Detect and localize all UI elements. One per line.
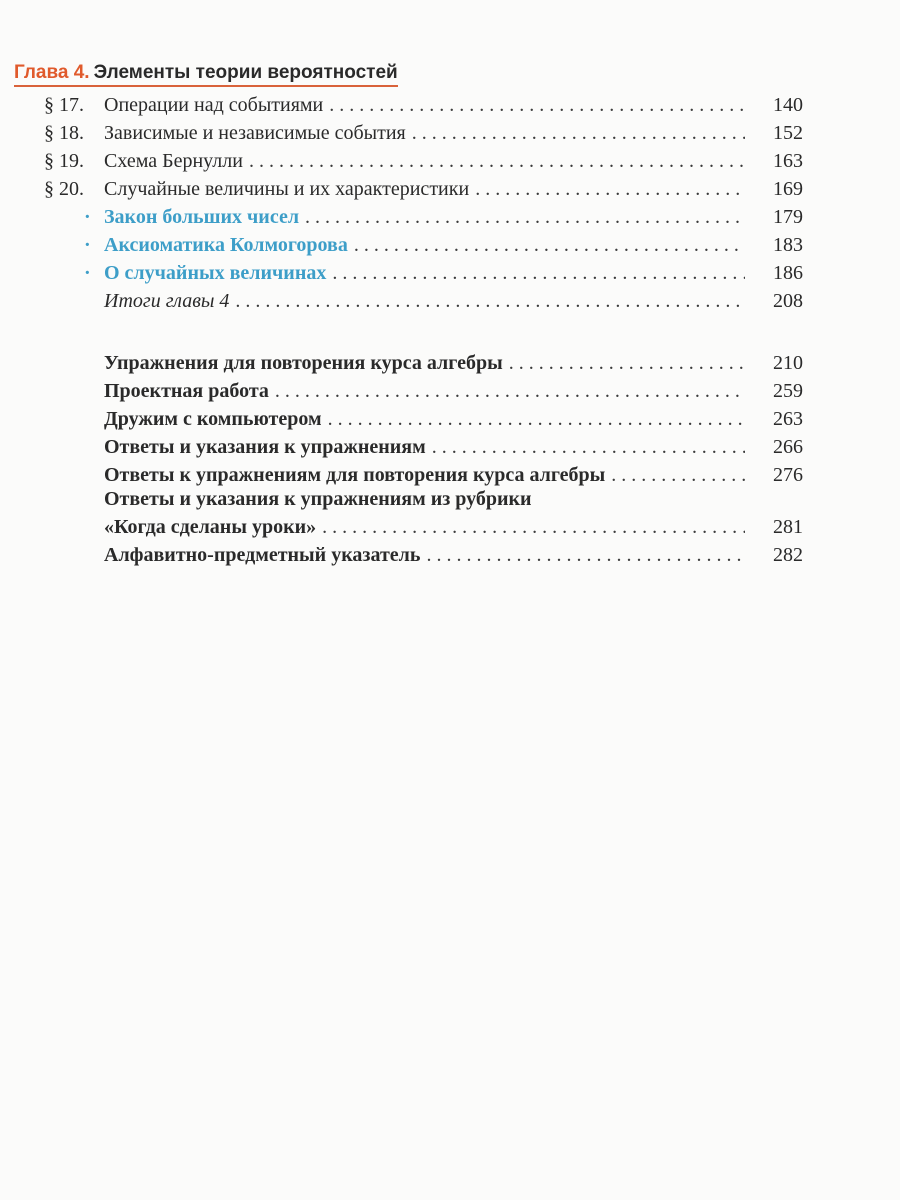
chapter-heading	[14, 62, 398, 87]
leader-dots	[329, 94, 745, 117]
extra-title: Аксиоматика Колмогорова	[104, 234, 348, 256]
section-number: § 17.	[44, 94, 84, 116]
page-number: 266	[773, 436, 803, 458]
page-number: 210	[773, 352, 803, 374]
appendix-title: Проектная работа	[104, 380, 269, 402]
page-number: 276	[773, 464, 803, 486]
page-number: 263	[773, 408, 803, 430]
toc-answers-rubric[interactable]	[0, 516, 803, 544]
bullet-icon: ·	[84, 206, 91, 228]
leader-dots	[354, 234, 745, 257]
appendix-title: Дружим с компьютером	[104, 408, 322, 430]
leader-dots	[432, 436, 745, 459]
toc-subject-index[interactable]	[0, 544, 803, 572]
bullet-icon: ·	[84, 234, 91, 256]
toc-answers-rubric-line1[interactable]: Ответы и указания к упражнениям из рубрики	[104, 488, 532, 510]
appendix-title: Ответы к упражнениям для повторения курса алгебры	[104, 464, 606, 486]
toc-section-20[interactable]	[0, 178, 803, 206]
leader-dots	[475, 178, 745, 201]
page-number: 140	[773, 94, 803, 116]
leader-dots	[275, 380, 745, 403]
toc-chapter-summary[interactable]	[0, 290, 803, 318]
toc-extra-kolmogorov-axioms[interactable]	[0, 234, 803, 262]
leader-dots	[332, 262, 745, 285]
page-number: 152	[773, 122, 803, 144]
leader-dots	[249, 150, 745, 173]
leader-dots	[322, 516, 745, 539]
appendix-title: Упражнения для повторения курса алгебры	[104, 352, 503, 374]
page-number: 179	[773, 206, 803, 228]
toc-appendix-project-work[interactable]	[0, 380, 803, 408]
bullet-icon: ·	[84, 262, 91, 284]
toc-extra-random-variables[interactable]	[0, 262, 803, 290]
chapter-title: Элементы теории вероятностей	[93, 62, 398, 83]
toc-extra-law-of-large-numbers[interactable]	[0, 206, 803, 234]
page-number: 208	[773, 290, 803, 312]
section-title: Схема Бернулли	[104, 150, 243, 172]
leader-dots	[509, 352, 745, 375]
page-number: 183	[773, 234, 803, 256]
extra-title: Закон больших чисел	[104, 206, 300, 228]
leader-dots	[412, 122, 745, 145]
section-number: § 18.	[44, 122, 84, 144]
rubric-title: «Когда сделаны уроки»	[104, 516, 317, 538]
toc-appendix-computer[interactable]	[0, 408, 803, 436]
section-number: § 20.	[44, 178, 84, 200]
page-number: 163	[773, 150, 803, 172]
extra-title: О случайных величинах	[104, 262, 327, 284]
index-title: Алфавитно-предметный указатель	[104, 544, 421, 566]
leader-dots	[611, 464, 745, 487]
toc-appendix-answers[interactable]	[0, 436, 803, 464]
toc-section-19[interactable]	[0, 150, 803, 178]
leader-dots	[305, 206, 745, 229]
appendix-title: Ответы и указания к упражнениям	[104, 436, 426, 458]
leader-dots	[426, 544, 745, 567]
leader-dots	[235, 290, 745, 313]
section-title: Операции над событиями	[104, 94, 324, 116]
toc-appendix-review-exercises[interactable]	[0, 352, 803, 380]
toc-section-18[interactable]	[0, 122, 803, 150]
summary-title: Итоги главы 4	[104, 290, 230, 312]
page-number: 259	[773, 380, 803, 402]
page-number: 281	[773, 516, 803, 538]
page-number: 282	[773, 544, 803, 566]
toc-section-17[interactable]	[0, 94, 803, 122]
page-number: 169	[773, 178, 803, 200]
page-number: 186	[773, 262, 803, 284]
section-title: Зависимые и независимые события	[104, 122, 406, 144]
section-number: § 19.	[44, 150, 84, 172]
chapter-number: Глава 4.	[14, 62, 90, 83]
leader-dots	[328, 408, 745, 431]
section-title: Случайные величины и их характеристики	[104, 178, 470, 200]
